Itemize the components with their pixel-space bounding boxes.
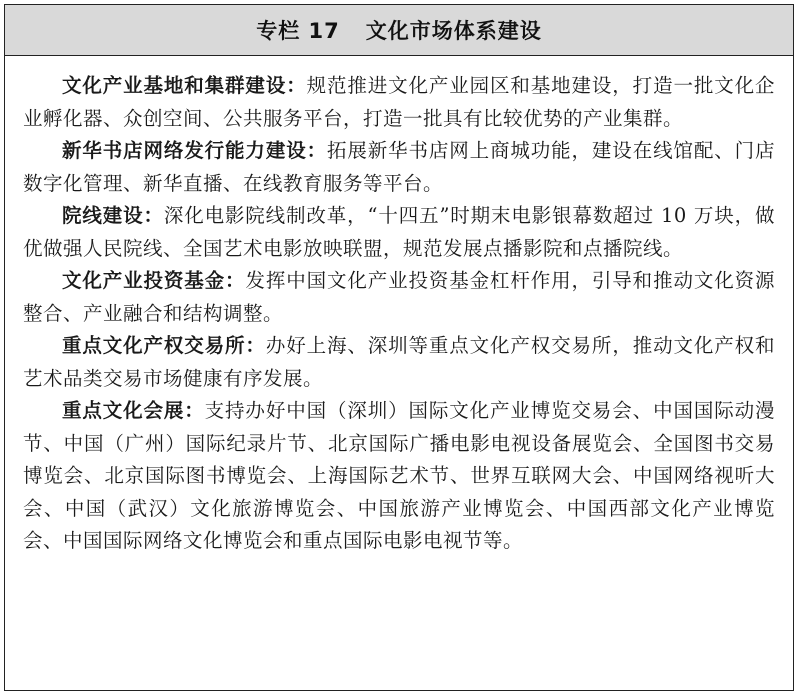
column-title-bar [5, 5, 793, 56]
column-box [4, 4, 794, 691]
paragraph-heading: 重点文化产权交易所： [62, 334, 266, 357]
paragraph-heading: 文化产业基地和集群建设： [62, 74, 307, 97]
paragraph-heading: 文化产业投资基金： [62, 269, 246, 292]
paragraph-body: 办好上海、深圳等重点文化产权交易所，推动文化产权和艺术品类交易市场健康有序发展。 [23, 334, 775, 390]
paragraph-property-exchanges [23, 330, 775, 395]
paragraph-heading: 院线建设： [62, 204, 164, 227]
column-title: 文化市场体系建设 [365, 19, 542, 43]
paragraph-body: 规范推进文化产业园区和基地建设，打造一批文化企业孵化器、众创空间、公共服务平台，打造一批具有比较优势的产业集群。 [23, 74, 775, 130]
paragraph-cinema-chains [23, 200, 775, 265]
paragraph-cultural-industry-bases [23, 70, 775, 135]
paragraph-body: 深化电影院线制改革，“十四五”时期末电影银幕数超过 10 万块，做优做强人民院线、全国艺术电影放映联盟，规范发展点播影院和点播院线。 [23, 204, 775, 260]
paragraph-body: 拓展新华书店网上商城功能，建设在线馆配、门店数字化管理、新华直播、在线教育服务等平台。 [23, 139, 775, 195]
paragraph-exhibitions [23, 395, 775, 558]
paragraph-xinhua-bookstore [23, 135, 775, 200]
paragraph-investment-fund [23, 265, 775, 330]
paragraph-body: 发挥中国文化产业投资基金杠杆作用，引导和推动文化资源整合、产业融合和结构调整。 [23, 269, 775, 325]
column-content [5, 56, 793, 558]
paragraph-heading: 重点文化会展： [62, 399, 205, 422]
paragraph-body: 支持办好中国（深圳）国际文化产业博览交易会、中国国际动漫节、中国（广州）国际纪录片节、北京国际广播电影电视设备展览会、全国图书交易博览会、北京国际图书博览会、上海国际艺术节、世界互联网大会、中国网络视听大会、中国（武汉）文化旅游博览会、中国旅游产业博览会、中国西部文化产业博览会、中国国际网络文化博览会和重点国际电影电视节等。 [23, 399, 775, 552]
column-number: 专栏 17 [256, 19, 340, 43]
paragraph-heading: 新华书店网络发行能力建设： [62, 139, 327, 162]
